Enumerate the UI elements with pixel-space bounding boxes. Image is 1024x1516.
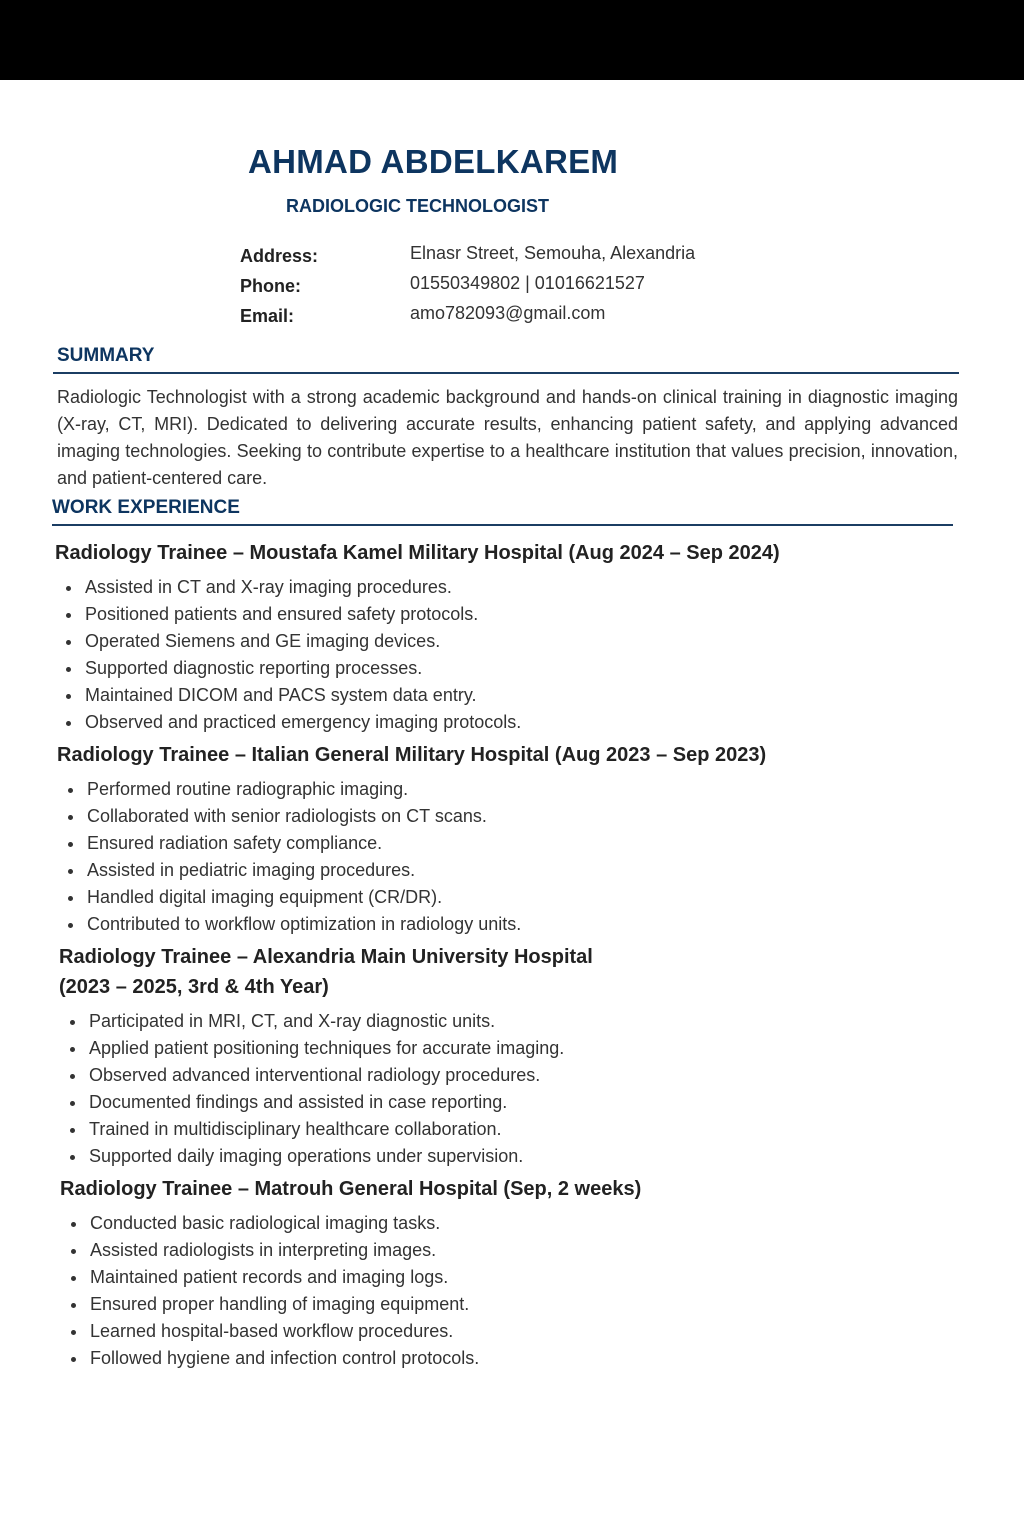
list-item: • Observed advanced interventional radiology procedures. <box>87 1062 1024 1089</box>
list-item: • Collaborated with senior radiologists on CT scans. <box>85 803 1024 830</box>
list-item: • Followed hygiene and infection control protocols. <box>88 1345 1024 1372</box>
list-item: • Observed and practiced emergency imaging protocols. <box>83 709 1024 736</box>
job-bullets <box>60 1210 1024 1372</box>
list-item: • Participated in MRI, CT, and X-ray diagnostic units. <box>87 1008 1024 1035</box>
top-black-bar <box>0 0 1024 80</box>
contact-block <box>240 240 1024 330</box>
job-title: Radiology Trainee – Alexandria Main University Hospital <box>59 946 593 968</box>
list-item: • Ensured radiation safety compliance. <box>85 830 1024 857</box>
summary-heading: SUMMARY <box>57 345 155 366</box>
contact-phone <box>240 270 1024 300</box>
work-experience-heading: WORK EXPERIENCE <box>52 497 240 518</box>
work-experience-divider <box>52 524 953 526</box>
list-item: • Documented findings and assisted in case reporting. <box>87 1089 1024 1116</box>
job-title: Radiology Trainee – Moustafa Kamel Military Hospital (Aug 2024 – Sep 2024) <box>55 542 780 564</box>
list-item: • Trained in multidisciplinary healthcare collaboration. <box>87 1116 1024 1143</box>
list-item: • Conducted basic radiological imaging tasks. <box>88 1210 1024 1237</box>
list-item: • Supported diagnostic reporting processes. <box>83 655 1024 682</box>
contact-value: Elnasr Street, Semouha, Alexandria <box>410 243 696 263</box>
summary-text: Radiologic Technologist with a strong academic background and hands-on clinical training in diagnostic imaging (X-ray, CT, MRI). Dedicated to delivering accurate results, enhancing patient safety, and applying advanced imaging technologies. Seeking to contribute expertise to a healthcare institution that values precision, innovation, and patient-centered care. <box>57 387 958 488</box>
list-item: • Maintained patient records and imaging logs. <box>88 1264 1024 1291</box>
job-entry <box>55 538 1024 736</box>
job-bullets <box>59 1008 1024 1170</box>
contact-value: 01550349802 | 01016621527 <box>410 273 645 293</box>
list-item: • Assisted in pediatric imaging procedures. <box>85 857 1024 884</box>
contact-email <box>240 300 1024 330</box>
job-title: Radiology Trainee – Italian General Military Hospital (Aug 2023 – Sep 2023) <box>57 744 767 766</box>
contact-label: Email: <box>240 306 295 326</box>
candidate-title: RADIOLOGIC TECHNOLOGIST <box>286 196 549 216</box>
list-item: • Contributed to workflow optimization in radiology units. <box>85 911 1024 938</box>
list-item: • Performed routine radiographic imaging. <box>85 776 1024 803</box>
contact-value: amo782093@gmail.com <box>410 303 606 323</box>
candidate-name: AHMAD ABDELKAREM <box>248 143 619 180</box>
list-item: • Ensured proper handling of imaging equipment. <box>88 1291 1024 1318</box>
job-bullets <box>55 574 1024 736</box>
list-item: • Maintained DICOM and PACS system data entry. <box>83 682 1024 709</box>
summary-divider <box>53 372 959 374</box>
list-item: • Learned hospital-based workflow procedures. <box>88 1318 1024 1345</box>
list-item: • Applied patient positioning techniques for accurate imaging. <box>87 1035 1024 1062</box>
list-item: • Handled digital imaging equipment (CR/DR). <box>85 884 1024 911</box>
list-item: • Supported daily imaging operations under supervision. <box>87 1143 1024 1170</box>
job-entry <box>60 1174 1024 1372</box>
list-item: • Operated Siemens and GE imaging devices. <box>83 628 1024 655</box>
job-bullets <box>57 776 1024 938</box>
list-item: • Assisted in CT and X-ray imaging procedures. <box>83 574 1024 601</box>
job-dates: (2023 – 2025, 3rd & 4th Year) <box>59 976 329 998</box>
job-entry <box>59 942 1024 1170</box>
list-item: • Assisted radiologists in interpreting images. <box>88 1237 1024 1264</box>
contact-label: Phone: <box>240 276 301 296</box>
contact-address <box>240 240 1024 270</box>
contact-label: Address: <box>240 246 319 266</box>
job-entry <box>57 740 1024 938</box>
job-title: Radiology Trainee – Matrouh General Hospital (Sep, 2 weeks) <box>60 1178 642 1200</box>
list-item: • Positioned patients and ensured safety protocols. <box>83 601 1024 628</box>
